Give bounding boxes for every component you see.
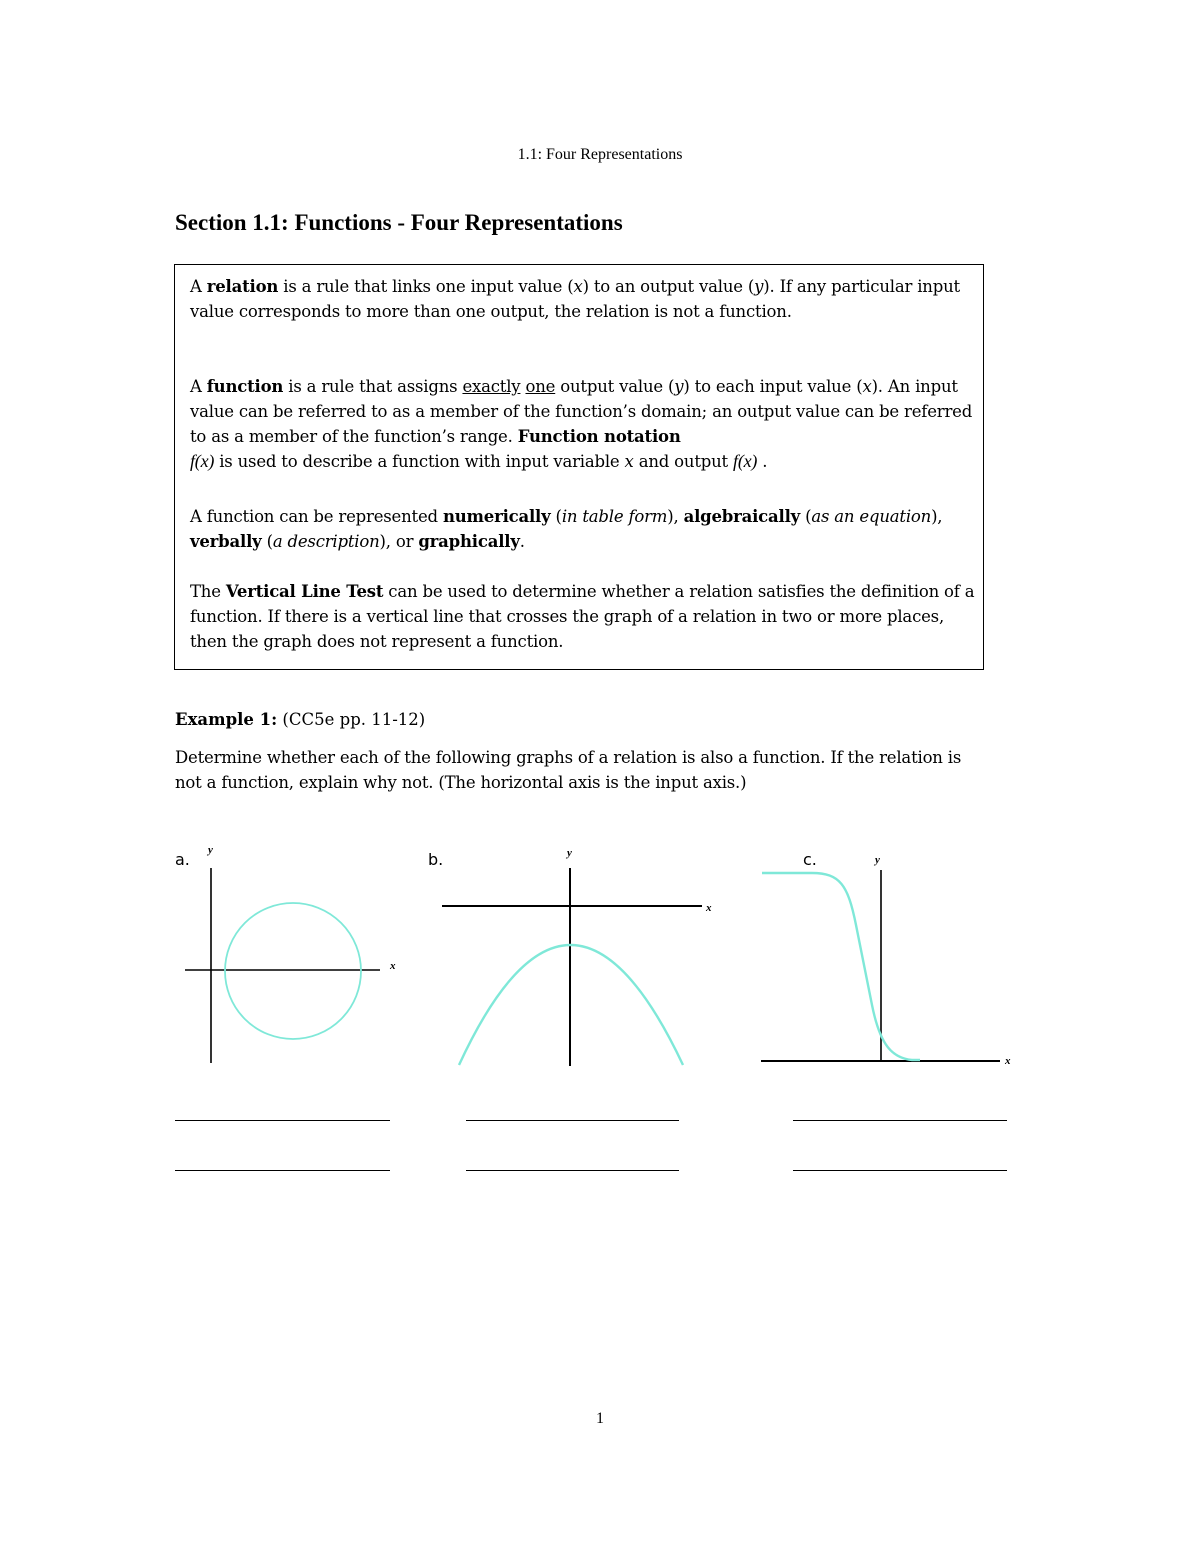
section-title: Section 1.1: Functions - Four Representations — [175, 210, 623, 235]
underlined-exactly: exactly — [462, 377, 521, 396]
math-fx: f(x) — [733, 451, 758, 471]
text: ), — [931, 507, 943, 526]
text: and output — [633, 452, 734, 471]
graph-c-y-axis-label: y — [875, 854, 880, 866]
term-function: function — [206, 377, 284, 396]
text: a description — [272, 532, 380, 551]
text: output value ( — [555, 377, 675, 396]
answer-line-b-1[interactable] — [466, 1120, 679, 1121]
graph-c — [761, 870, 1000, 1061]
text: as an equation — [811, 507, 932, 526]
text: is a rule that assigns — [283, 377, 463, 396]
text: . — [519, 532, 525, 551]
term-numerically: numerically — [442, 507, 551, 526]
graph-c-curve — [762, 873, 920, 1060]
text: A — [190, 377, 207, 396]
term-graphically: graphically — [418, 532, 520, 551]
text: ( — [261, 532, 273, 551]
var-x: x — [862, 377, 872, 396]
answer-line-a-2[interactable] — [175, 1170, 390, 1171]
text: ) to each input value ( — [683, 377, 863, 396]
page-number: 1 — [596, 1410, 604, 1427]
var-y: y — [674, 377, 684, 396]
graph-b-y-axis-label: y — [567, 847, 572, 859]
math-fx: f(x) — [190, 451, 215, 471]
answer-line-c-2[interactable] — [793, 1170, 1007, 1171]
answer-line-b-2[interactable] — [466, 1170, 679, 1171]
text: in table form — [561, 507, 668, 526]
text: ), or — [379, 532, 419, 551]
term-relation: relation — [206, 277, 279, 296]
text: ), — [667, 507, 684, 526]
term-algebraically: algebraically — [683, 507, 801, 526]
text: ( — [800, 507, 812, 526]
running-header: 1.1: Four Representations — [517, 146, 683, 163]
text: is used to describe a function with input variable — [214, 452, 625, 471]
text: A — [190, 277, 207, 296]
graph-b — [442, 868, 702, 1066]
text: The — [190, 582, 226, 601]
graph-c-label: c. — [803, 850, 817, 869]
example-label: Example 1: — [175, 710, 278, 729]
term-verbally: verbally — [190, 532, 262, 551]
var-y: y — [754, 277, 764, 296]
underlined-one: one — [525, 377, 556, 396]
text: A function can be represented — [190, 507, 443, 526]
graph-a-label: a. — [175, 850, 190, 869]
graph-b-x-axis-label: x — [706, 902, 712, 914]
text: is a rule that links one input value ( — [278, 277, 574, 296]
text: ) to an output value ( — [582, 277, 755, 296]
text: . — [757, 452, 768, 471]
graph-a — [185, 868, 380, 1063]
graph-a-y-axis-label: y — [208, 844, 213, 856]
var-x: x — [573, 277, 583, 296]
graph-a-circle — [225, 903, 361, 1039]
var-x: x — [624, 452, 634, 471]
text: can be used to determine whether a relation satisfies the definition of a function. If there is a vertical line that crosses the graph of a relation in two or more places, then the graph does not represent a function. — [190, 582, 975, 651]
answer-line-a-1[interactable] — [175, 1120, 390, 1121]
term-vertical-line-test: Vertical Line Test — [225, 582, 384, 601]
graph-a-x-axis-label: x — [390, 960, 396, 972]
example-instructions: Determine whether each of the following graphs of a relation is also a function. If the relation is not a function, explain why not. (The horizontal axis is the input axis.) — [175, 748, 962, 792]
text: ( — [550, 507, 562, 526]
answer-line-c-1[interactable] — [793, 1120, 1007, 1121]
graph-c-x-axis-label: x — [1005, 1055, 1011, 1067]
text: ). If any particular input value corresponds to more than one output, the relation is not a function. — [190, 277, 960, 321]
graph-b-label: b. — [428, 850, 444, 869]
term-function-notation: Function notation — [517, 427, 681, 446]
example-reference: (CC5e pp. 11-12) — [277, 710, 426, 729]
text: ). An input value can be referred to as a member of the function’s domain; an output value can be referred to as a member of the function’s range. — [190, 377, 973, 446]
